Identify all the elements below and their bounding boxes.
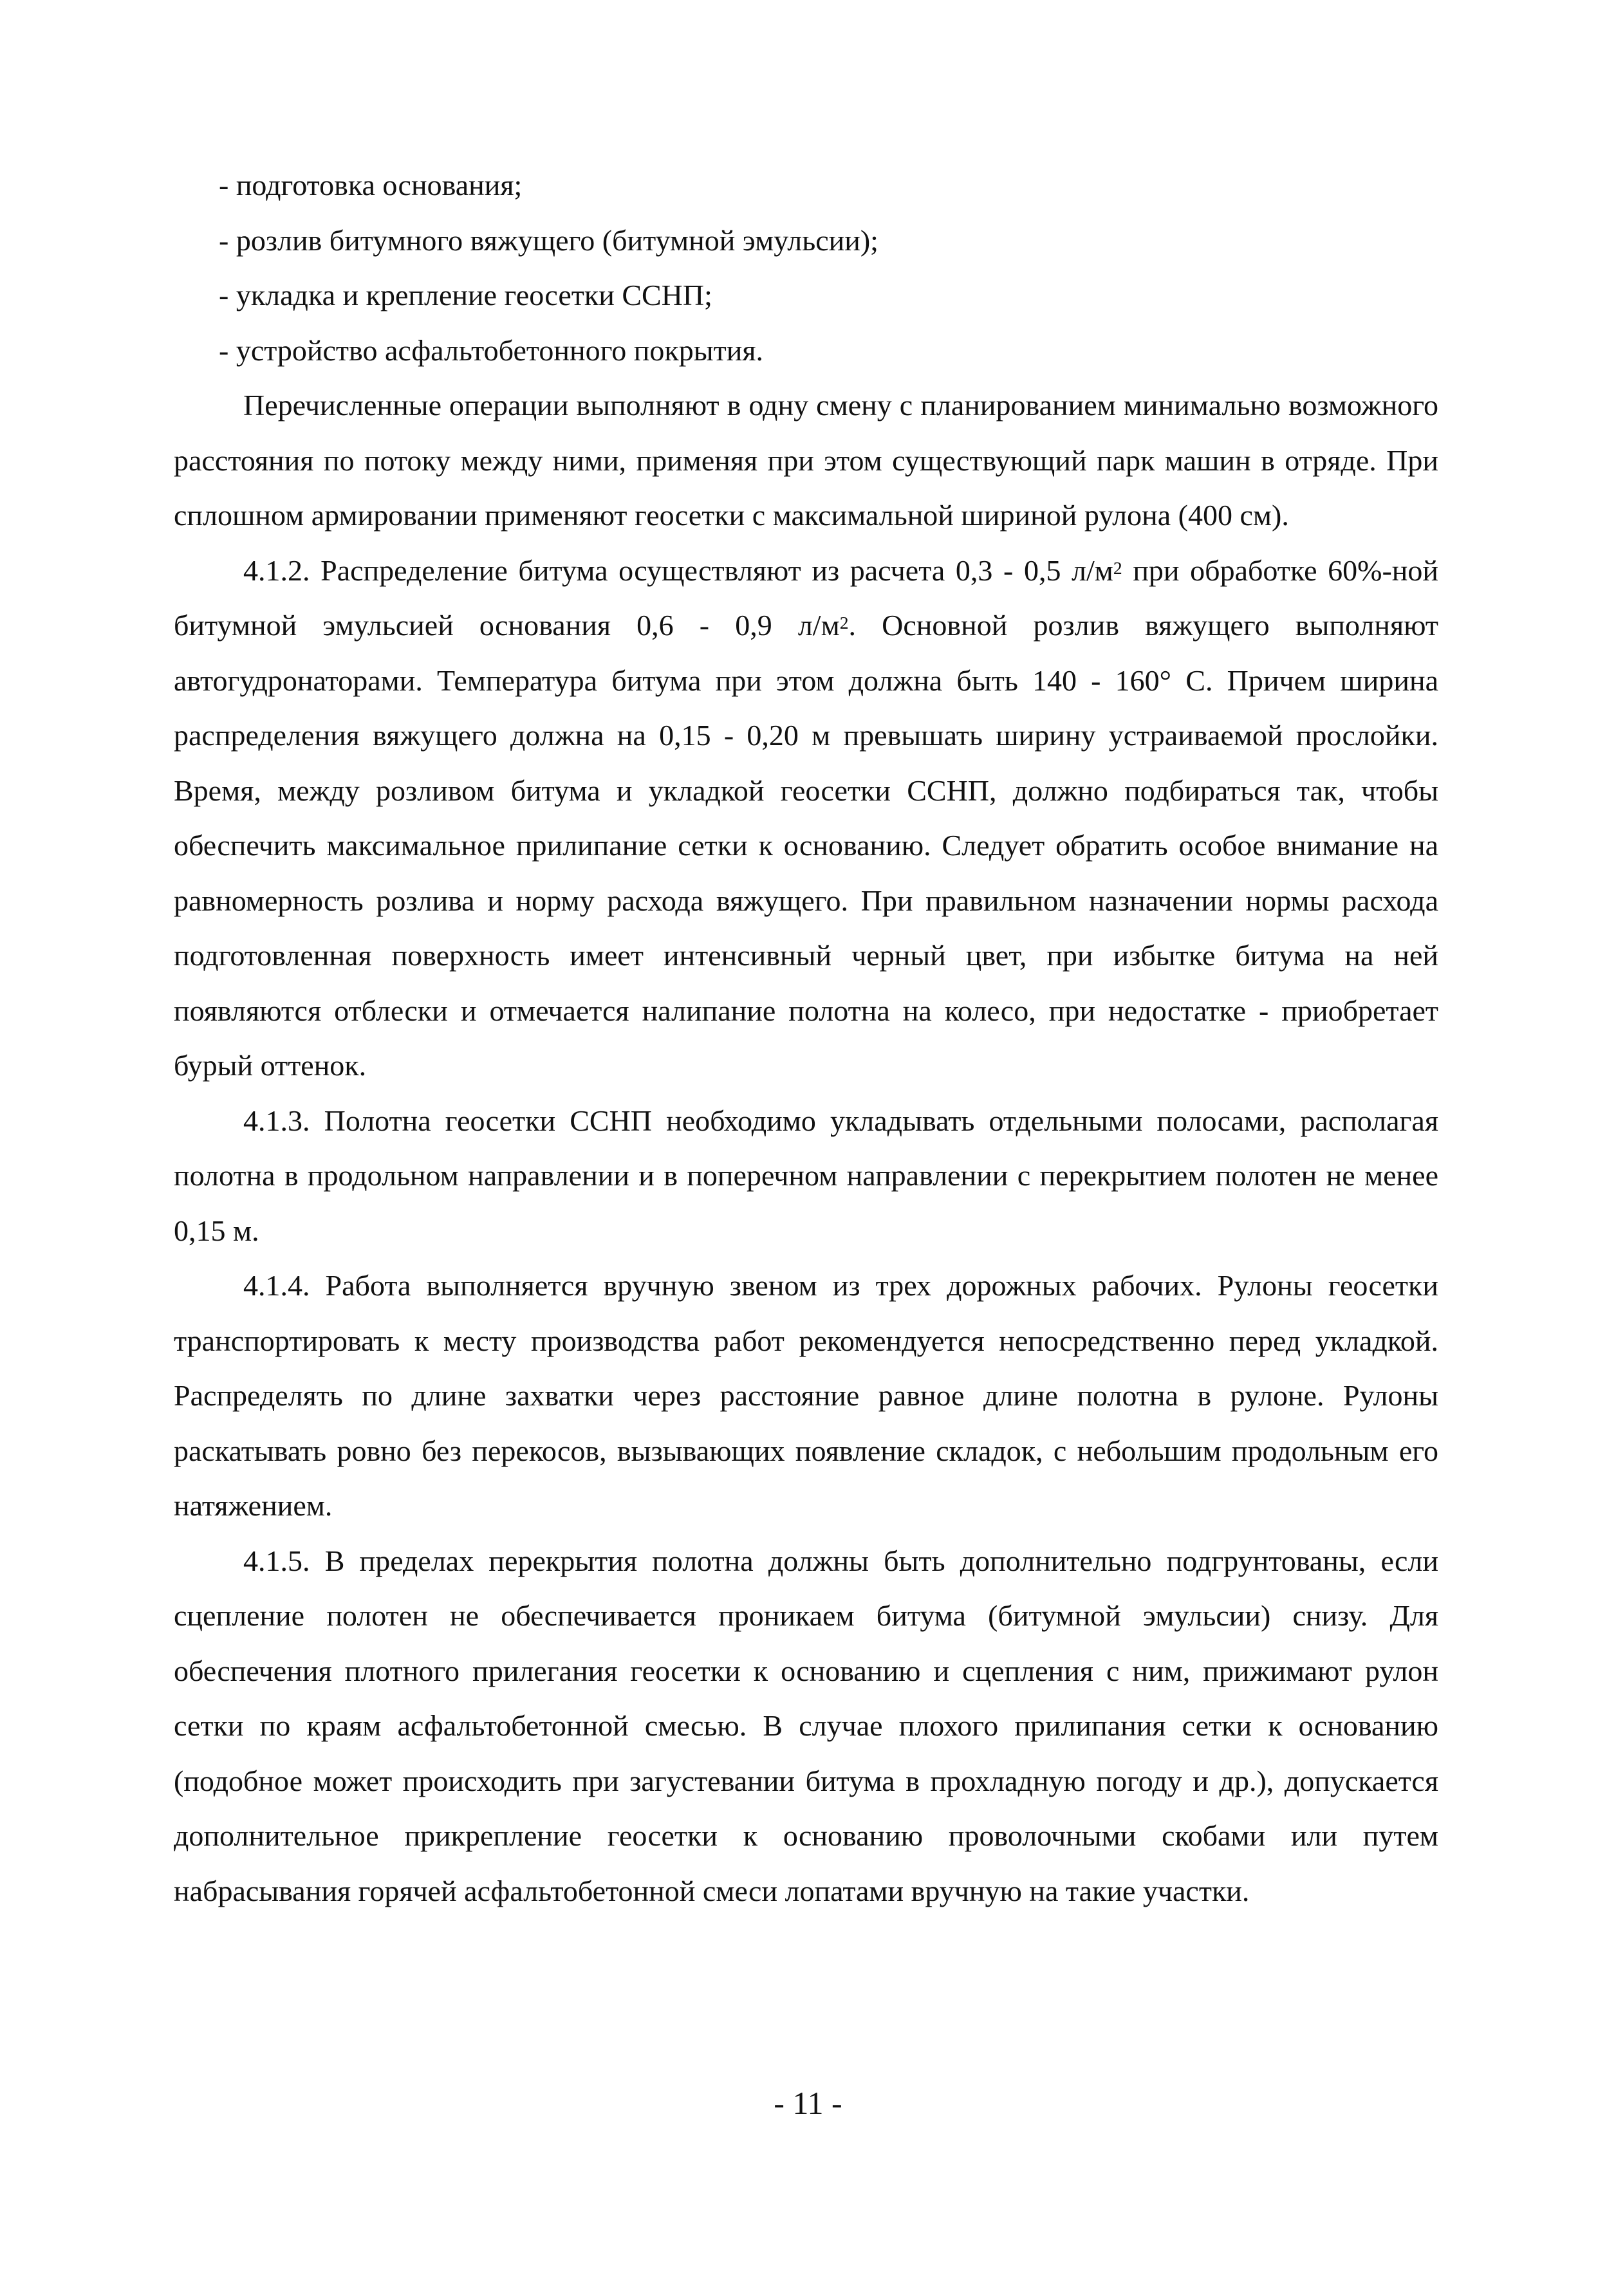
- paragraph-4-1-5: 4.1.5. В пределах перекрытия полотна должны быть дополнительно подгрунтованы, если сцепление полотен не обеспечивается проникаем битума (битумной эмульсии) снизу. Для обеспечения плотного прилегания геосетки к основанию и сцепления с ним, прижимают рулон сетки по краям асфальтобетонной смесью. В случае плохого прилипания сетки к основанию (подобное может происходить при загустевании битума в прохладную погоду и др.), допускается дополнительное прикрепление геосетки к основанию проволочными скобами или путем набрасывания горячей асфальтобетонной смеси лопатами вручную на такие участки.: [174, 1544, 1438, 1907]
- document-body: [174, 158, 1438, 1918]
- paragraph-4-1-3: 4.1.3. Полотна геосетки ССНП необходимо укладывать отдельными полосами, располагая полотна в продольном направлении и в поперечном направлении с перекрытием полотен не менее 0,15 м.: [174, 1104, 1438, 1247]
- list-item: - устройство асфальтобетонного покрытия.: [219, 333, 764, 367]
- paragraph-4-1-2-part1: 4.1.2. Распределение битума осуществляют из расчета 0,3 - 0,5 л/м: [243, 553, 1113, 587]
- paragraph-4-1-2: [174, 543, 1438, 1093]
- list-item: - укладка и крепление геосетки ССНП;: [219, 279, 712, 311]
- paragraph-operations: Перечисленные операции выполняют в одну смену с планированием минимально возможного расстояния по потоку между ними, применяя при этом существующий парк машин в отряде. При сплошном армировании применяют геосетки с максимальной шириной рулона (400 см).: [174, 389, 1438, 532]
- paragraph-4-1-4: 4.1.4. Работа выполняется вручную звеном из трех дорожных рабочих. Рулоны геосетки транспортировать к месту производства работ рекомендуется непосредственно перед укладкой. Распределять по длине захватки через расстояние равное длине полотна в рулоне. Рулоны раскатывать ровно без перекосов, вызывающих появление складок, с небольшим продольным его натяжением.: [174, 1269, 1438, 1522]
- paragraph-4-1-2-part2: при обработке 60%-ной битумной эмульсией основания 0,6 - 0,9 л/м: [174, 553, 1438, 642]
- list-item: - подготовка основания;: [219, 169, 523, 201]
- superscript-squared: 2: [1113, 557, 1122, 578]
- page-number: - 11 -: [774, 2085, 842, 2121]
- superscript-squared: 2: [839, 613, 849, 633]
- paragraph-4-1-2-part3: . Основной розлив вяжущего выполняют автогудронаторами. Температура битума при этом должна быть 140 - 160° С. Причем ширина распределения вяжущего должна на 0,15 - 0,20 м превышать ширину устраиваемой прослойки. Время, между розливом битума и укладкой геосетки ССНП, должно подбираться так, чтобы обеспечить максимальное прилипание сетки к основанию. Следует обратить особое внимание на равномерность розлива и норму расхода вяжущего. При правильном назначении нормы расхода подготовленная поверхность имеет интенсивный черный цвет, при избытке битума на ней появляются отблески и отмечается налипание полотна на колесо, при недостатке - приобретает бурый оттенок.: [174, 609, 1439, 1082]
- list-item: - розлив битумного вяжущего (битумной эмульсии);: [219, 223, 878, 257]
